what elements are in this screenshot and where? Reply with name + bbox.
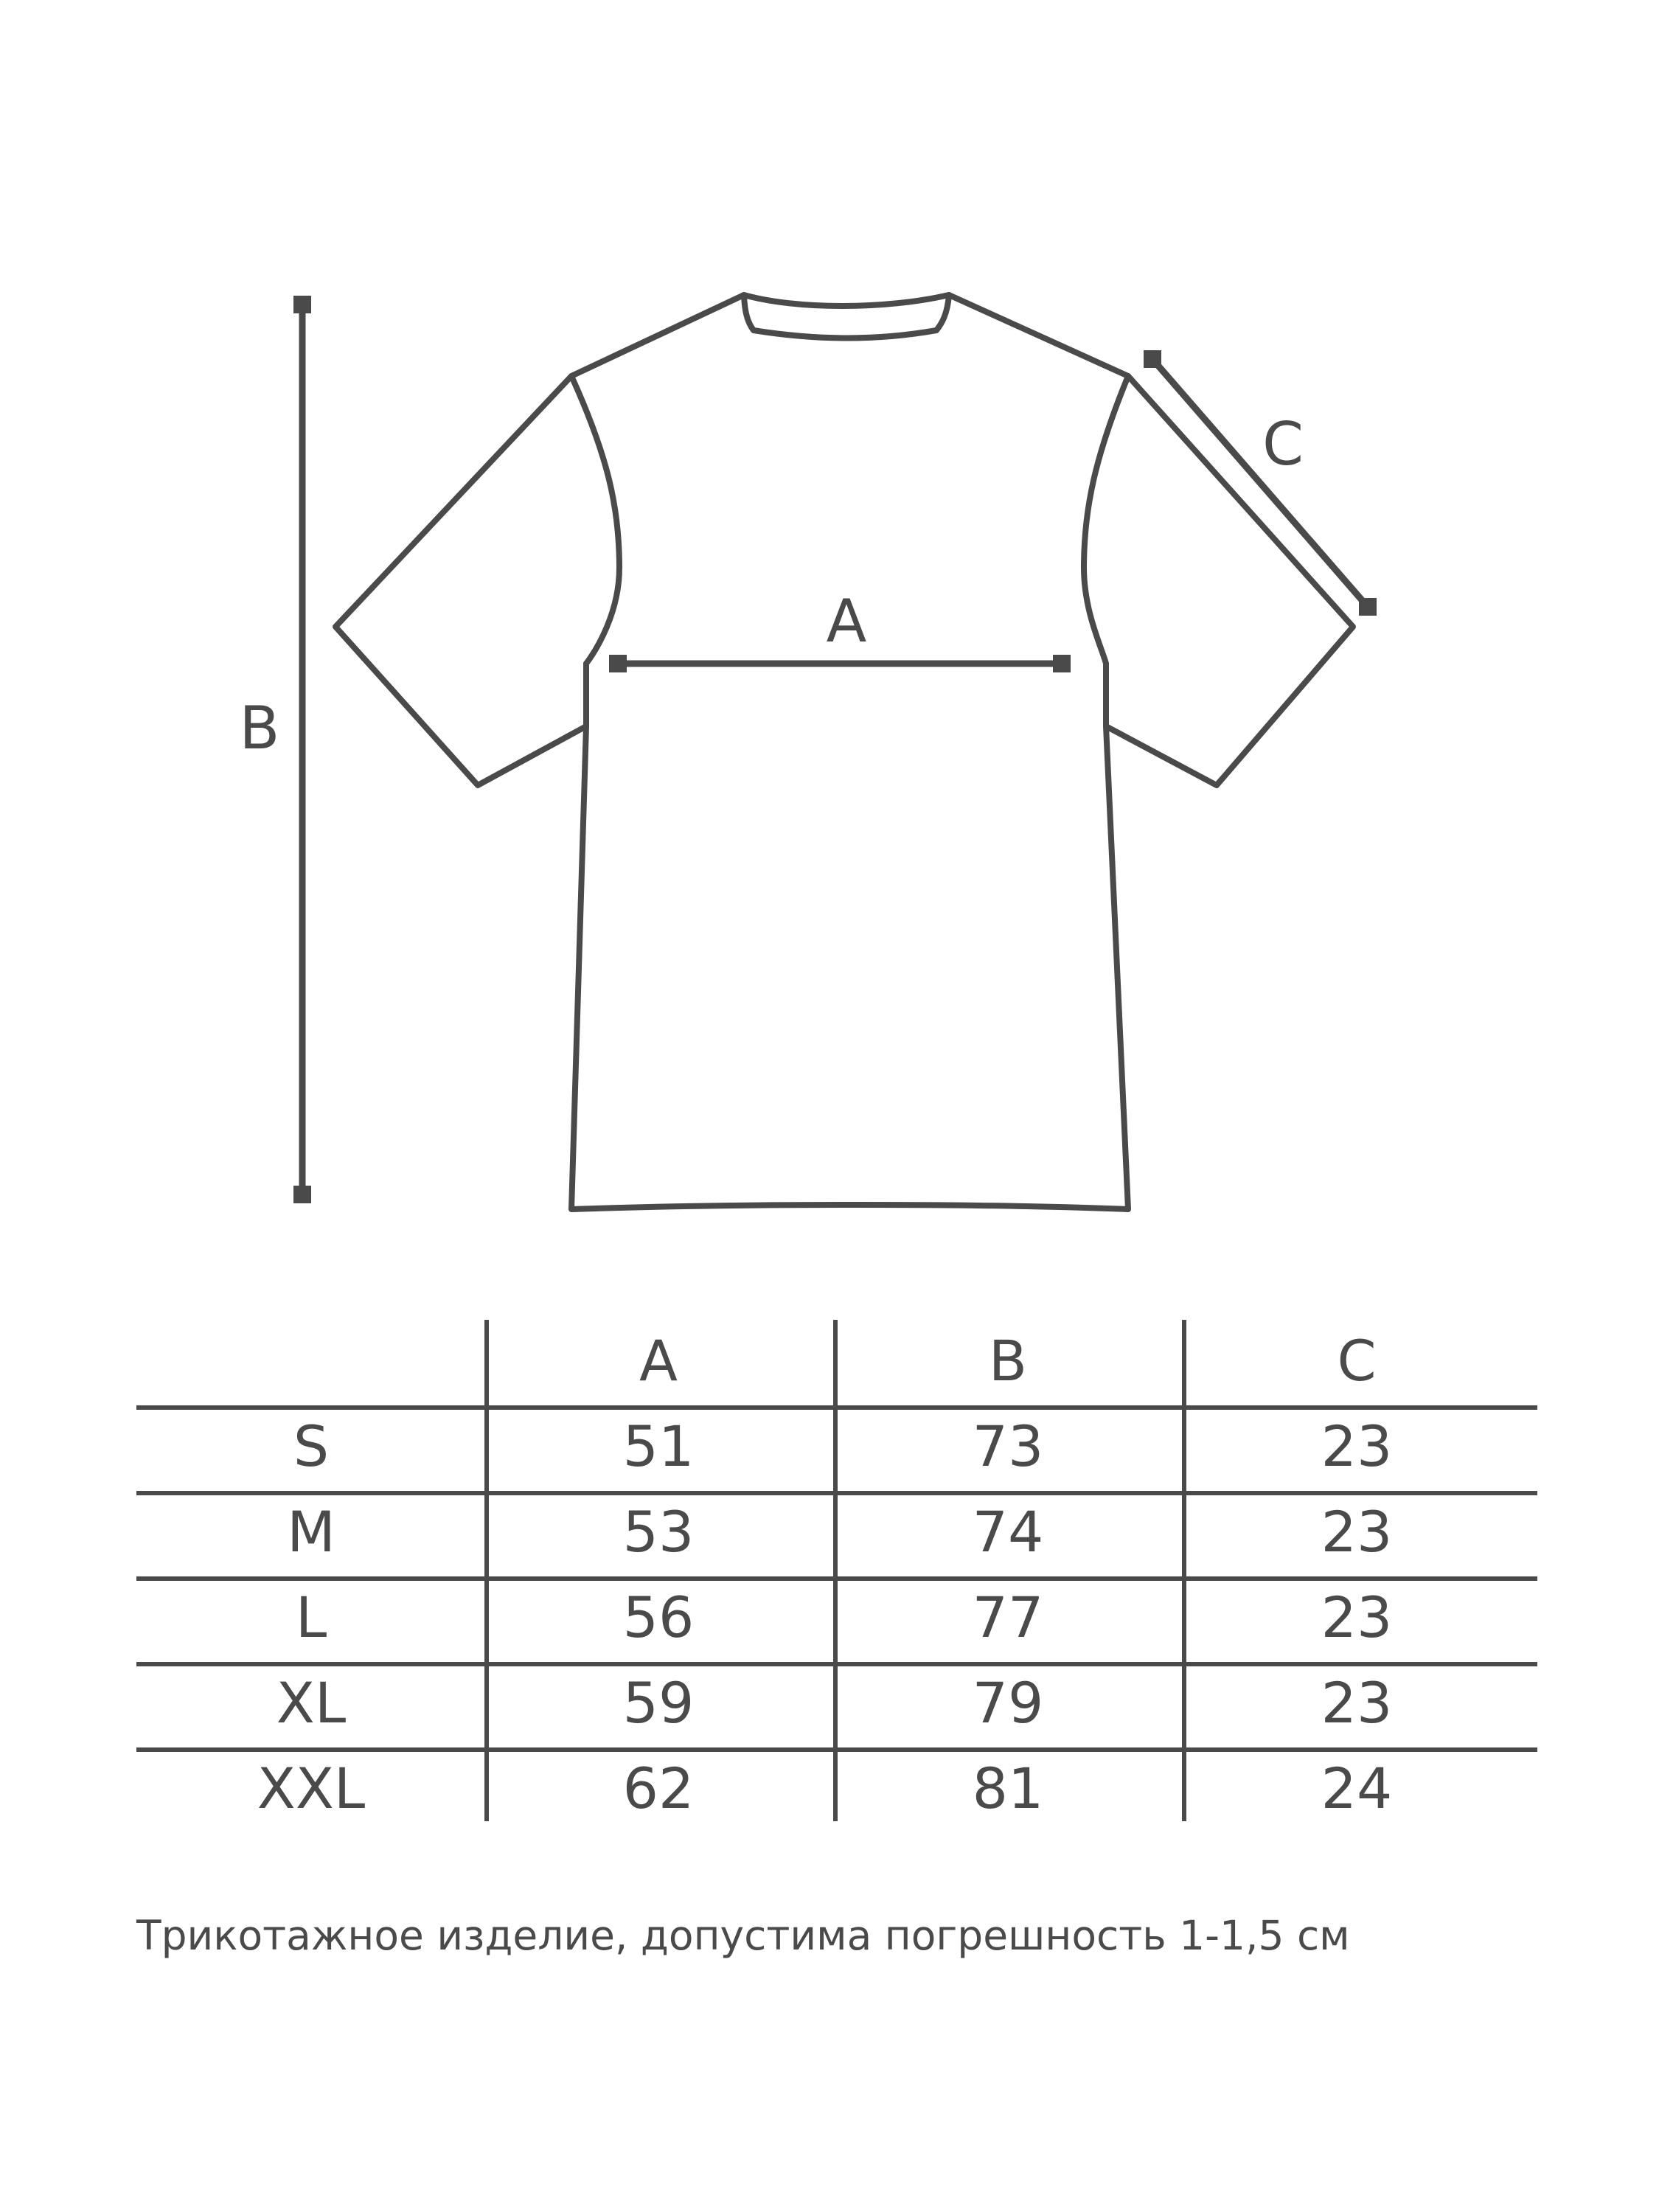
dimension-b-label: B xyxy=(239,694,280,762)
table-column-divider xyxy=(484,1320,489,1821)
tshirt-outline xyxy=(335,295,1353,1209)
table-cell-c: 24 xyxy=(1321,1756,1393,1821)
table-cell-c: 23 xyxy=(1321,1585,1393,1650)
dimension-c-label: C xyxy=(1262,410,1304,479)
table-cell-b: 73 xyxy=(972,1413,1044,1479)
table-cell-c: 23 xyxy=(1321,1413,1393,1479)
table-cell-b: 81 xyxy=(972,1756,1044,1821)
table-cell-size: XL xyxy=(276,1670,347,1736)
right-armhole-seam xyxy=(1084,376,1128,664)
table-cell-size: XXL xyxy=(257,1756,366,1821)
left-armhole-seam xyxy=(571,376,619,664)
table-column-divider xyxy=(833,1320,838,1821)
table-cell-c: 23 xyxy=(1321,1499,1393,1565)
table-cell-a: 59 xyxy=(622,1670,695,1736)
table-rule xyxy=(136,1491,1537,1495)
table-cell-b: 74 xyxy=(972,1499,1044,1565)
table-header-size xyxy=(178,1324,444,1398)
tolerance-note: Трикотажное изделие, допустима погрешность 1-1,5 см xyxy=(136,1912,1350,1959)
table-header-c: C xyxy=(1337,1328,1377,1394)
dimension-a xyxy=(609,587,1071,672)
table-cell-size: L xyxy=(295,1585,327,1650)
dimension-c xyxy=(1144,350,1377,616)
table-cell-a: 56 xyxy=(622,1585,695,1650)
table-cell-size: S xyxy=(293,1413,330,1479)
dimension-a-label: A xyxy=(826,587,867,655)
table-cell-b: 77 xyxy=(972,1585,1044,1650)
table-cell-a: 51 xyxy=(622,1413,695,1479)
table-cell-a: 53 xyxy=(622,1499,695,1565)
table-cell-c: 23 xyxy=(1321,1670,1393,1736)
table-rule xyxy=(136,1405,1537,1410)
table-header-a: A xyxy=(639,1328,678,1394)
table-column-divider xyxy=(1182,1320,1186,1821)
dimension-b xyxy=(240,296,311,1203)
table-rule xyxy=(136,1747,1537,1752)
table-cell-a: 62 xyxy=(622,1756,695,1821)
table-rule xyxy=(136,1662,1537,1666)
table-cell-b: 79 xyxy=(972,1670,1044,1736)
table-cell-size: M xyxy=(287,1499,335,1565)
table-rule xyxy=(136,1576,1537,1581)
table-header-b: B xyxy=(988,1328,1028,1394)
